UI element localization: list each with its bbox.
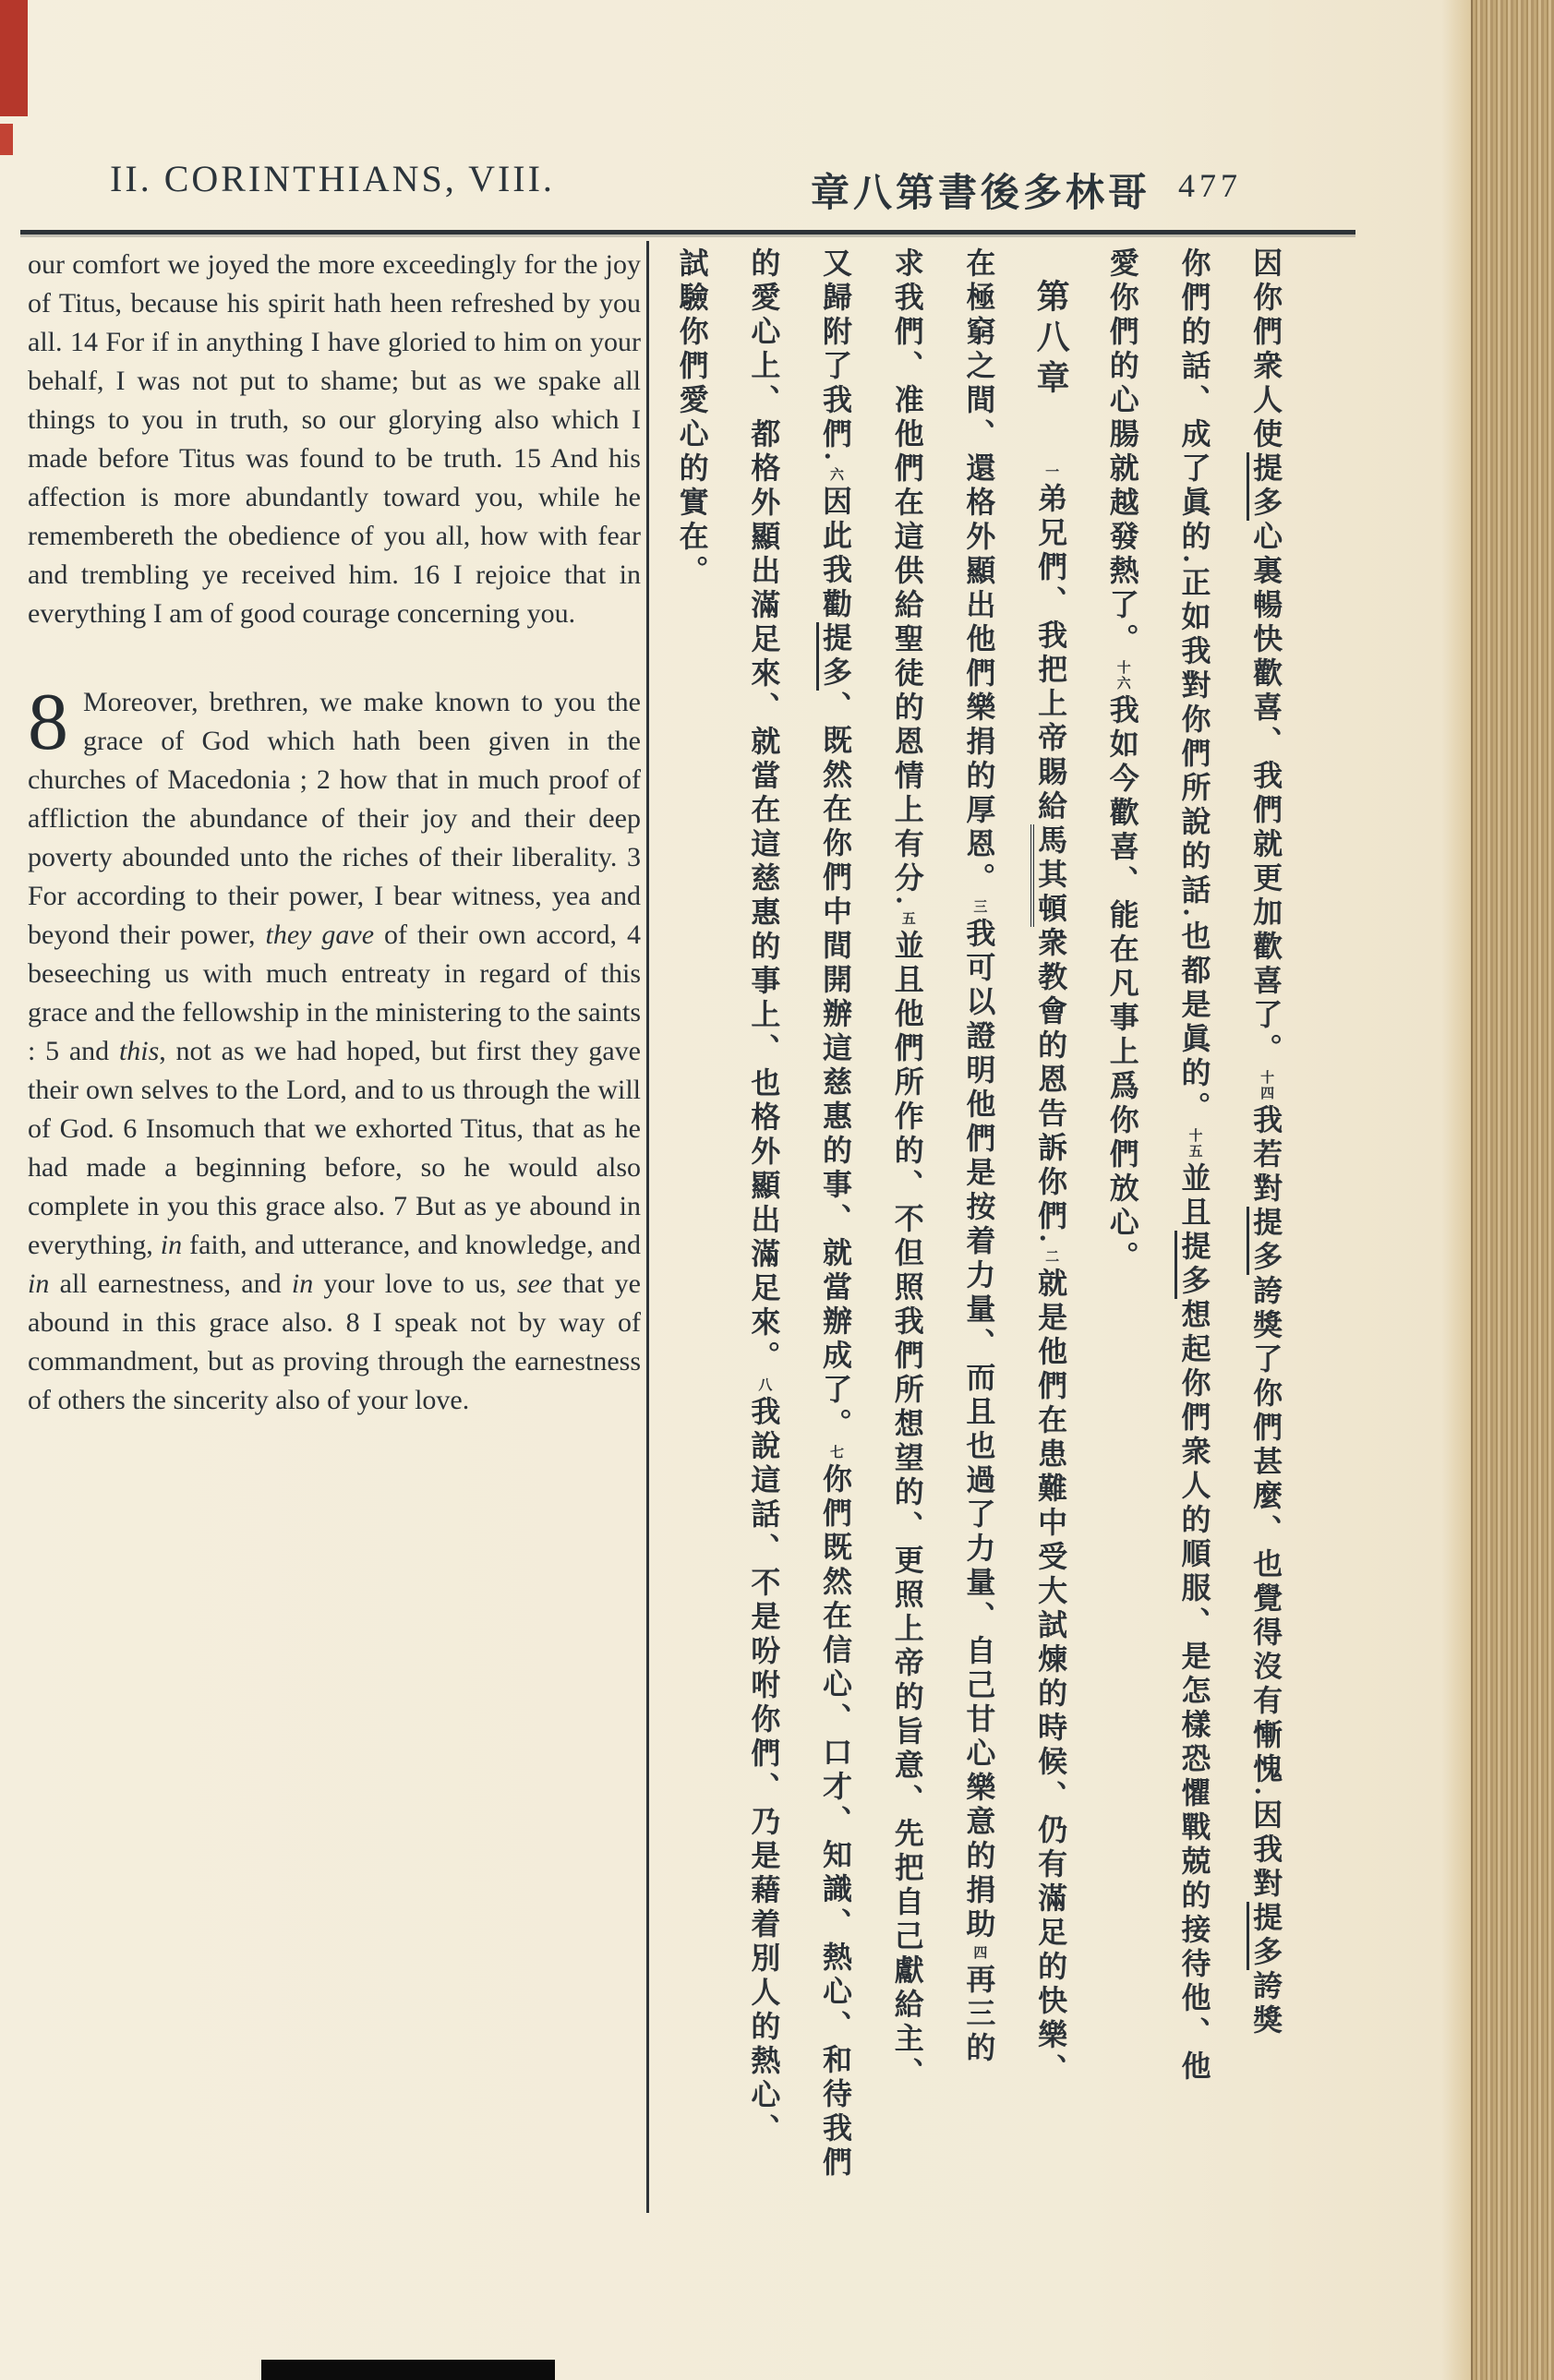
- verse-marker: 三: [971, 899, 987, 915]
- chinese-text: [656, 247, 1302, 2219]
- text-segment: 又歸附了我們.: [819, 247, 853, 464]
- running-head-chinese: 章八第書後多林哥: [811, 173, 1151, 215]
- text-segment: 誇獎了你們甚麼、也覺得沒有慚愧.因我對: [1249, 1275, 1283, 1902]
- text-segment: your love to us,: [313, 1268, 517, 1299]
- page-edge-shadow: [1441, 0, 1473, 2380]
- text-segment: 的愛心上、都格外顯出滿足來、就當在這慈惠的事上、也格外顯出滿足來。: [747, 247, 781, 1375]
- text-segment: faith, and utterance, and knowledge, and: [182, 1230, 641, 1260]
- text-segment: 我說這話、不是吩咐你們、乃是藉着別人的熱心、: [747, 1396, 781, 2147]
- page-number: 477: [1178, 167, 1242, 204]
- verse-marker: 八: [756, 1377, 772, 1393]
- text-segment: 再三的: [962, 1964, 996, 2066]
- text-segment: 試驗你們愛心的實在。: [675, 247, 709, 589]
- verse-marker: 二: [1043, 1249, 1059, 1265]
- text-segment: 我可以證明他們是按着力量、而且也過了力量、自己甘心樂意的捐助: [962, 918, 996, 1942]
- chinese-column: [1230, 247, 1302, 2219]
- chinese-column-text: [1251, 247, 1281, 2219]
- text-segment: 誇獎: [1249, 1970, 1283, 2038]
- running-head-english: II. CORINTHIANS, VIII.: [110, 158, 555, 199]
- text-segment: 提多: [1247, 452, 1283, 521]
- text-segment: 並且: [1177, 1162, 1211, 1231]
- text-segment: 因此我勸: [819, 486, 853, 622]
- text-segment: , not as we had hoped, but first they gave their own selves to the Lord, and to us through the will of God. 6 Insomuch that we exhorted Titus, that as he had made a beginning before, so he would also complete in you this grace also. 7 But as ye abound in everything,: [28, 1036, 641, 1260]
- verse-marker: 七: [828, 1445, 844, 1460]
- verse-marker: 四: [971, 1945, 987, 1961]
- verse-marker: 五: [899, 911, 915, 927]
- text-segment: 心裏暢快歡喜、我們就更加歡喜了。: [1249, 521, 1283, 1067]
- chinese-column-text: [819, 247, 853, 2219]
- text-segment: Moreover, brethren, we make known to you the grace of God which hath been given in the churches of Macedonia ; 2 how that in much proof of affliction the abundance of their joy and their deep poverty abounded unto the riches of their liberality. 3 For according to their power, I bear witness, yea and beyond their power,: [28, 687, 641, 950]
- scan-artifact-black-bar: [261, 2360, 555, 2380]
- verse-marker: 十五: [1187, 1128, 1202, 1160]
- text-segment: 因你們衆人使: [1249, 247, 1283, 452]
- text-segment: this: [118, 1036, 160, 1066]
- text-segment: 你們既然在信心、口才、知識、熱心、和待我們: [819, 1463, 853, 2181]
- text-segment: 提多: [1247, 1207, 1283, 1275]
- english-paragraph-2: [28, 678, 642, 1420]
- text-segment: 提多: [1247, 1902, 1283, 1970]
- chinese-column-text: [675, 247, 709, 2219]
- text-segment: all earnestness, and: [49, 1268, 292, 1299]
- chinese-column-text: [1032, 247, 1070, 2219]
- text-segment: 你們的話、成了眞的.正如我對你們所說的話.也都是眞的。: [1177, 247, 1211, 1125]
- english-column: [28, 246, 641, 1420]
- text-segment: 提多: [816, 622, 852, 691]
- text-segment: 馬其頓: [1030, 824, 1067, 927]
- chapter-dropcap: 8: [28, 678, 68, 767]
- text-segment: of their own accord, 4 beseeching us with much entreaty in regard of this grace and the fellowship in the ministering to the saints : 5 and: [28, 920, 642, 1066]
- scan-artifact-red-mark-2: [0, 124, 13, 155]
- chinese-column: [657, 247, 729, 2219]
- text-segment: 在極窮之間、還格外顯出他們樂捐的厚恩。: [962, 247, 996, 896]
- header-rule: [20, 230, 1355, 234]
- text-segment: in: [291, 1268, 314, 1299]
- book-page-edges: [1471, 0, 1554, 2380]
- verse-marker: 六: [828, 467, 844, 483]
- chinese-column: [872, 247, 944, 2219]
- chinese-column: [1015, 247, 1087, 2219]
- chinese-column-text: [747, 247, 781, 2219]
- chinese-column-text: [964, 247, 994, 2219]
- text-segment: 衆教會的恩告訴你們.: [1034, 927, 1068, 1246]
- chinese-column-text: [890, 247, 924, 2219]
- text-segment: in: [160, 1230, 183, 1260]
- text-segment: 提多: [1175, 1231, 1211, 1299]
- english-paragraph-1: [28, 246, 641, 633]
- chapter-heading: 第八章: [1032, 279, 1070, 401]
- chinese-column: [1087, 247, 1159, 2219]
- text-segment: 我如今歡喜、能在凡事上爲你們放心。: [1105, 694, 1139, 1275]
- chinese-column: [729, 247, 801, 2219]
- chinese-column: [1159, 247, 1231, 2219]
- text-segment: in: [28, 1268, 50, 1299]
- text-segment: 愛你們的心腸就越發熱了。: [1105, 247, 1139, 657]
- text-segment: 就是他們在患難中受大試煉的時候、仍有滿足的快樂、: [1034, 1268, 1068, 2087]
- text-segment: 求我們、准他們在這供給聖徒的恩情上有分.: [890, 247, 924, 908]
- chinese-column: [800, 247, 872, 2219]
- text-segment: 想起你們衆人的順服、是怎樣恐懼戰兢的接待他、他: [1177, 1299, 1211, 2085]
- column-divider: [646, 241, 649, 2213]
- verse-marker: 一: [1043, 464, 1059, 480]
- scan-artifact-red-mark: [0, 0, 28, 116]
- text-segment: that ye abound in this grace also. 8 I speak not by way of commandment, but as proving through the earnestness of others the sincerity also of your love.: [28, 1268, 641, 1415]
- verse-marker: 十六: [1114, 660, 1130, 691]
- verse-marker: 十四: [1259, 1070, 1274, 1101]
- text-segment: 弟兄們、我把上帝賜給: [1034, 483, 1068, 824]
- text-segment: 、既然在你們中間開辦這慈惠的事、就當辦成了。: [819, 691, 853, 1442]
- text-segment: 並且他們所作的、不但照我們所想望的、更照上帝的旨意、先把自己獻給主、: [890, 930, 924, 2091]
- chinese-column-text: [1105, 247, 1139, 2219]
- chinese-column: [944, 247, 1016, 2219]
- chinese-column-text: [1179, 247, 1209, 2219]
- text-segment: see: [516, 1268, 553, 1299]
- text-segment: 我若對: [1249, 1104, 1283, 1207]
- text-segment: our comfort we joyed the more exceedingly for the joy of Titus, because his spirit hath heen refreshed by you all. 14 For if in anything I have gloried to him on your behalf, I was not put to shame; but as we spake all things to you in truth, so our glorying also which I made before Titus was found to be truth. 15 And his affection is more abundantly toward you, while he remembereth the obedience of you all, how with fear and trembling ye received him. 16 I rejoice that in everything I am of good courage concerning you.: [28, 249, 641, 629]
- text-segment: they gave: [265, 920, 375, 950]
